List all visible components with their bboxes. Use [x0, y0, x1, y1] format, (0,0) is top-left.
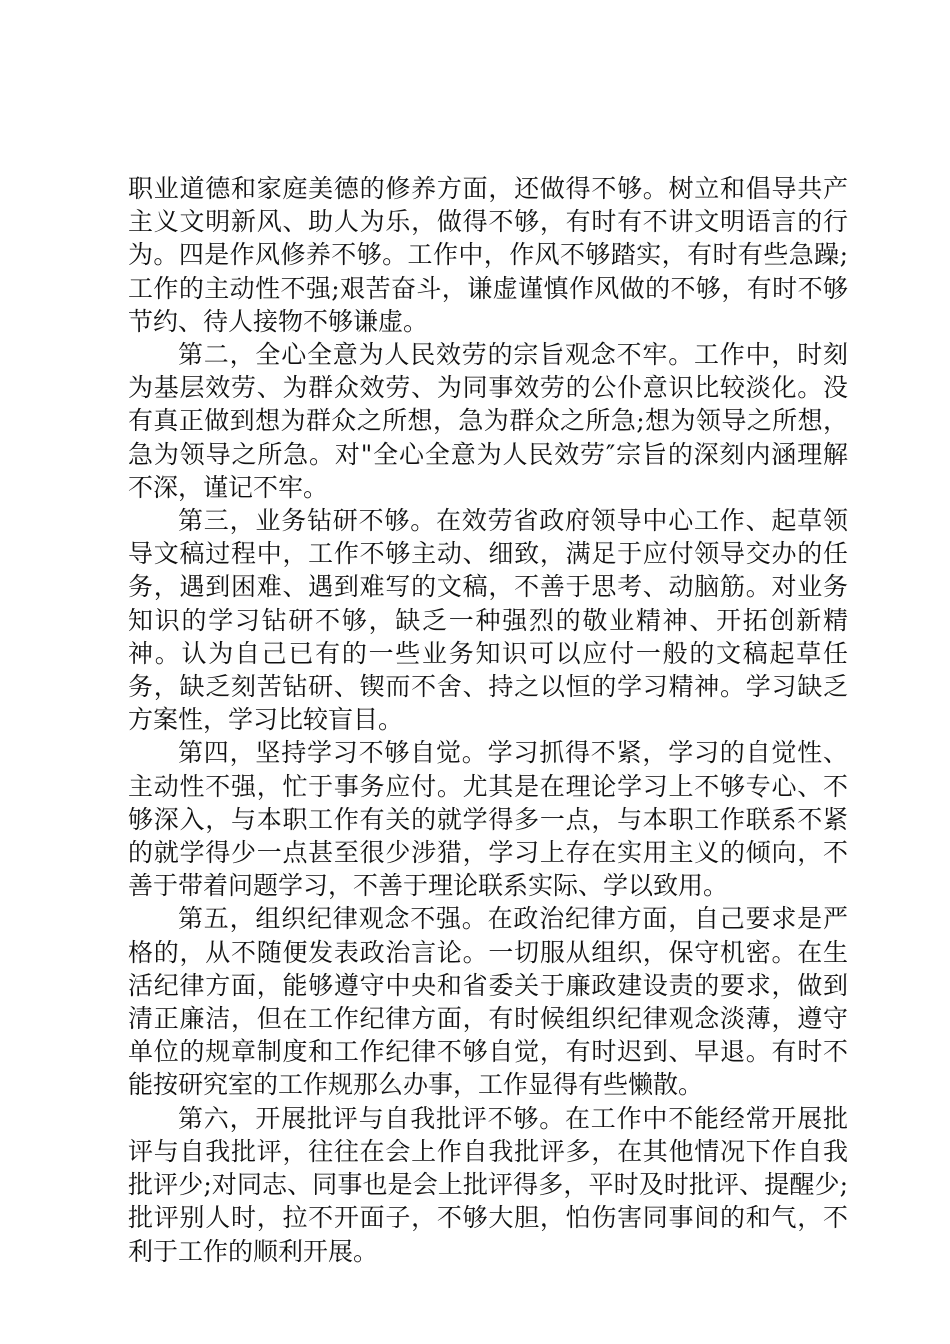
- document-body: [128, 172, 848, 1268]
- paragraph-3: 第三，业务钻研不够。在效劳省政府领导中心工作、起草领导文稿过程中，工作不够主动、细致，满足于应付领导交办的任务，遇到困难、遇到难写的文稿，不善于思考、动脑筋。对业务知识的学习钻研不够，缺乏一种强烈的敬业精神、开拓创新精神。认为自己已有的一些业务知识可以应付一般的文稿起草任务，缺乏刻苦钻研、锲而不舍、持之以恒的学习精神。学习缺乏方案性，学习比较盲目。: [128, 506, 848, 735]
- paragraph-4: 第四，坚持学习不够自觉。学习抓得不紧，学习的自觉性、主动性不强，忙于事务应付。尤其是在理论学习上不够专心、不够深入，与本职工作有关的就学得多一点，与本职工作联系不紧的就学得少一点甚至很少涉猎，学习上存在实用主义的倾向，不善于带着问题学习，不善于理论联系实际、学以致用。: [128, 738, 848, 901]
- paragraph-2: 第二，全心全意为人民效劳的宗旨观念不牢。工作中，时刻为基层效劳、为群众效劳、为同事效劳的公仆意识比较淡化。没有真正做到想为群众之所想，急为群众之所急;想为领导之所想，急为领导之所急。对"全心全意为人民效劳″宗旨的深刻内涵理解不深，谨记不牢。: [128, 340, 848, 502]
- paragraph-5: 第五，组织纪律观念不强。在政治纪律方面，自己要求是严格的，从不随便发表政治言论。一切服从组织，保守机密。在生活纪律方面，能够遵守中央和省委关于廉政建设责的要求，做到清正廉洁，但在工作纪律方面，有时候组织纪律观念淡薄，遵守单位的规章制度和工作纪律不够自觉，有时迟到、早退。有时不能按研究室的工作规那么办事，工作显得有些懒散。: [128, 904, 848, 1100]
- paragraph-6: 第六，开展批评与自我批评不够。在工作中不能经常开展批评与自我批评，往往在会上作自我批评多，在其他情况下作自我批评少;对同志、同事也是会上批评得多，平时及时批评、提醒少;批评别人时，拉不开面子，不够大胆，怕伤害同事间的和气，不利于工作的顺利开展。: [128, 1103, 848, 1266]
- paragraph-1: 职业道德和家庭美德的修养方面，还做得不够。树立和倡导共产主义文明新风、助人为乐，做得不够，有时有不讲文明语言的行为。四是作风修养不够。工作中，作风不够踏实，有时有些急躁;工作的主动性不强;艰苦奋斗，谦虚谨慎作风做的不够，有时不够节约、待人接物不够谦虚。: [128, 174, 848, 336]
